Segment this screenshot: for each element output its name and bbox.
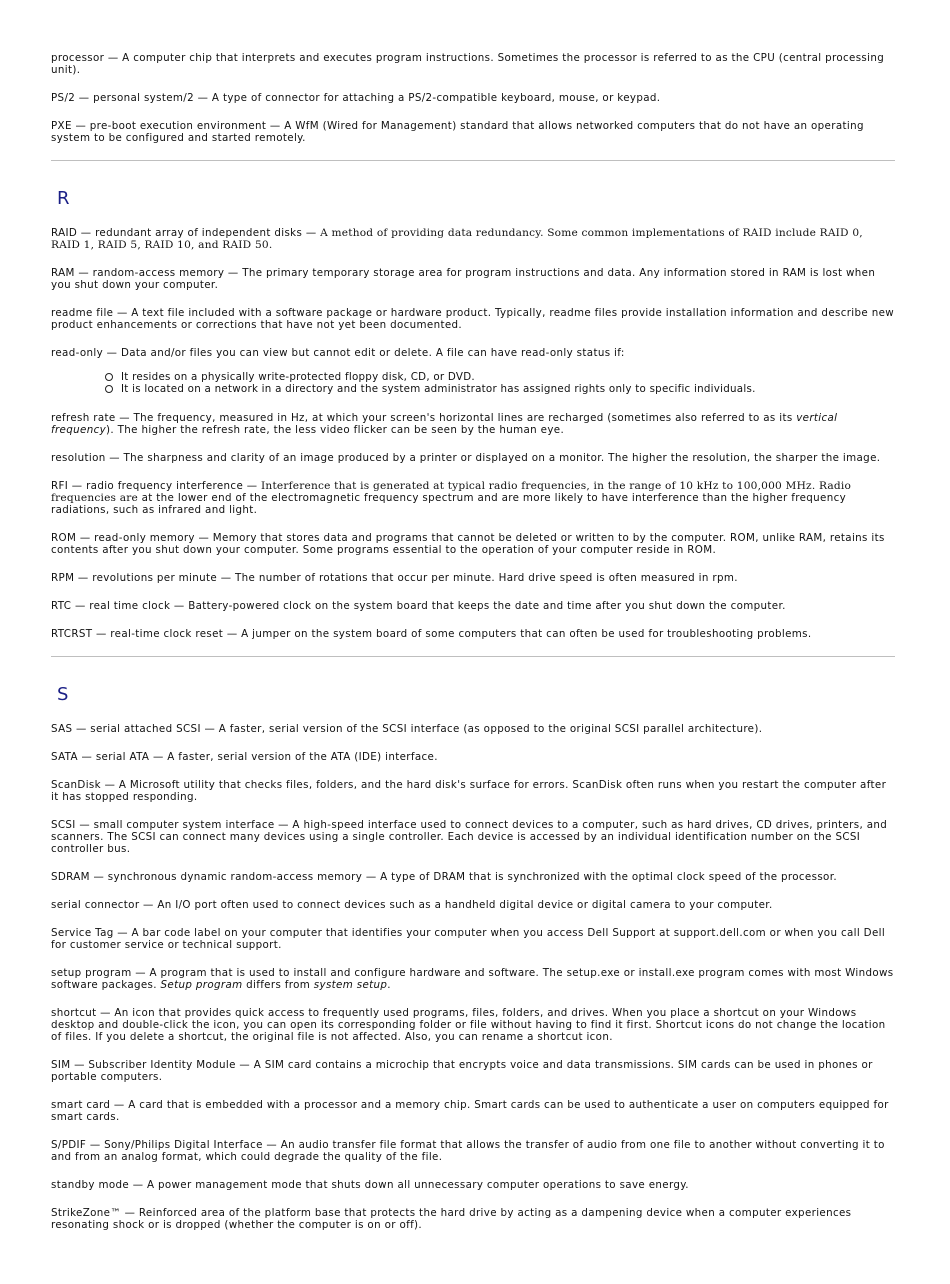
entry-definition: A jumper on the system board of some computers that can often be used for troubleshooting problems. <box>241 628 812 640</box>
entry-rtcrst <box>51 628 895 640</box>
entry-expansion: serial attached SCSI <box>90 723 201 735</box>
entry-definition: A method of providing data redundancy. Some common implementations of RAID include RAID 0, RAID 1, RAID 5, RAID 10, and RAID 50. <box>51 227 863 251</box>
separator: — <box>274 819 293 831</box>
separator: — <box>104 52 123 64</box>
entry-expansion: radio frequency interference <box>86 480 244 492</box>
separator: — <box>77 751 96 763</box>
entry-definition: A bar code label on your computer that identifies your computer when you access Dell Support at support.dell.com or when you call Dell for customer service or technical support. <box>51 927 886 951</box>
entry-definition: A computer chip that interprets and executes program instructions. Sometimes the processor is referred to as the CPU (central processing unit). <box>51 52 885 76</box>
entry-spdif <box>51 1139 895 1163</box>
separator: — <box>362 871 381 883</box>
entry-term: standby mode <box>51 1179 130 1191</box>
entry-rfi <box>51 480 895 516</box>
entry-definition: An I/O port often used to connect devices such as a handheld digital device or digital camera to your computer. <box>157 899 773 911</box>
separator: — <box>89 871 108 883</box>
circle-bullet-icon <box>105 385 113 393</box>
entry-expansion: synchronous dynamic random-access memory <box>107 871 363 883</box>
entry-definition: A Microsoft utility that checks files, folders, and the hard disk's surface for errors. ScanDisk often runs when you restart the computer after it has stopped responding. <box>51 779 887 803</box>
entry-term: RAID <box>51 227 78 239</box>
entry-sata <box>51 751 895 763</box>
entry-term: processor <box>51 52 105 64</box>
entry-serial-connector <box>51 899 895 911</box>
entry-expansion: serial ATA <box>95 751 150 763</box>
entry-definition: A WfM (Wired for Management) standard that allows networked computers that do not have an operating system to be configured and started remotely. <box>51 120 864 144</box>
entry-definition: A program that is used to install and configure hardware and software. The setup.exe or install.exe program comes with most Windows software packages. <box>51 967 894 991</box>
entry-term: RPM <box>51 572 75 584</box>
section-divider <box>51 160 895 161</box>
entry-definition: A faster, serial version of the SCSI interface (as opposed to the original SCSI parallel architecture). <box>218 723 763 735</box>
list-item <box>105 371 895 383</box>
entry-strikezone <box>51 1207 895 1231</box>
separator: — <box>223 628 242 640</box>
separator: — <box>103 347 121 359</box>
entry-definition: An audio transfer file format that allows the transfer of audio from one file to another without converting it to and from an analog format, which could degrade the quality of the file. <box>51 1139 885 1163</box>
separator: — <box>129 1179 147 1191</box>
separator: — <box>262 1139 281 1151</box>
entry-expansion: pre-boot execution environment <box>89 120 267 132</box>
entry-definition-end: at the lower end of the electromagnetic frequency spectrum and are more likely to have interference than the higher frequency radiations, such as infrared and light. <box>51 492 847 516</box>
separator: — <box>200 723 219 735</box>
entry-term: PS/2 <box>51 92 76 104</box>
separator: — <box>131 967 150 979</box>
section-heading-r: R <box>57 188 70 209</box>
entry-definition-emphasis: Setup program <box>160 979 243 991</box>
entry-term: SDRAM <box>51 871 90 883</box>
separator: — <box>76 532 95 544</box>
entry-expansion: Subscriber Identity Module <box>88 1059 236 1071</box>
entry-definition: A card that is embedded with a processor and a memory chip. Smart cards can be used to authenticate a user on computers equipped for smart cards. <box>51 1099 889 1123</box>
circle-bullet-icon <box>105 373 113 381</box>
entry-service-tag <box>51 927 895 951</box>
read-only-conditions-list <box>51 371 895 395</box>
entry-definition: A text file included with a software package or hardware product. Typically, readme files provide installation information and describe new product enhancements or corrections that have not yet been documented. <box>51 307 895 331</box>
separator: — <box>120 1207 139 1219</box>
entry-term: RTC <box>51 600 72 612</box>
entry-term: S/PDIF <box>51 1139 87 1151</box>
separator: — <box>266 120 285 132</box>
separator: — <box>100 779 119 791</box>
separator: — <box>194 92 212 104</box>
entry-definition: Interference that is generated at typical radio frequencies, in the range of 10 kHz to 100,000 MHz. Radio frequencies are <box>51 480 852 504</box>
entry-definition: A type of DRAM that is synchronized with the optimal clock speed of the processor. <box>380 871 837 883</box>
separator: — <box>74 572 93 584</box>
entry-read-only <box>51 347 895 359</box>
separator: — <box>113 307 132 319</box>
list-item-text: It resides on a physically write-protected floppy disk, CD, or DVD. <box>121 371 475 383</box>
entry-definition: The primary temporary storage area for program instructions and data. Any information stored in RAM is lost when you shut down your computer. <box>51 267 876 291</box>
separator: — <box>75 819 94 831</box>
entry-ps2 <box>51 92 895 104</box>
entry-smart-card <box>51 1099 895 1123</box>
separator: — <box>149 751 168 763</box>
entry-refresh-rate <box>51 412 895 436</box>
entry-pxe <box>51 120 895 144</box>
entry-term: RAM <box>51 267 75 279</box>
entry-term: PXE <box>51 120 72 132</box>
entry-rom <box>51 532 895 556</box>
entry-sdram <box>51 871 895 883</box>
entry-definition-end: ). The higher the refresh rate, the less video flicker can be seen by the human eye. <box>106 424 565 436</box>
entry-setup-program <box>51 967 895 991</box>
entry-term: setup program <box>51 967 132 979</box>
entry-expansion: redundant array of independent disks <box>95 227 303 239</box>
entry-term: Service Tag <box>51 927 114 939</box>
entry-expansion: Sony/Philips Digital Interface <box>104 1139 263 1151</box>
entry-definition: A SIM card contains a microchip that encrypts voice and data transmissions. SIM cards can be used in phones or portable computers. <box>51 1059 873 1083</box>
entry-expansion: revolutions per minute <box>92 572 218 584</box>
entry-expansion: personal system/2 <box>93 92 195 104</box>
entry-sas <box>51 723 895 735</box>
separator: — <box>302 227 321 239</box>
entry-scsi <box>51 819 895 855</box>
separator: — <box>72 723 91 735</box>
entry-resolution <box>51 452 895 464</box>
entry-definition: The number of rotations that occur per minute. Hard drive speed is often measured in rpm. <box>235 572 738 584</box>
entry-processor <box>51 52 895 76</box>
entry-definition: A power management mode that shuts down all unnecessary computer operations to save energy. <box>146 1179 689 1191</box>
entry-definition-middle: differs from <box>242 979 314 991</box>
entry-definition: Battery-powered clock on the system board that keeps the date and time after you shut down the computer. <box>188 600 786 612</box>
entry-term: shortcut <box>51 1007 97 1019</box>
entry-definition: Data and/or files you can view but cannot edit or delete. A file can have read-only status if: <box>120 347 625 359</box>
section-divider <box>51 656 895 657</box>
entry-rtc <box>51 600 895 612</box>
entry-definition: Reinforced area of the platform base that protects the hard drive by acting as a dampening device when a computer experiences resonating shock or is dropped (whether the computer is on or off). <box>51 1207 852 1231</box>
list-item-text: It is located on a network in a directory and the system administrator has assigned rights only to specific individuals. <box>121 383 756 395</box>
entry-term: smart card <box>51 1099 111 1111</box>
entry-rpm <box>51 572 895 584</box>
entry-term: ScanDisk <box>51 779 101 791</box>
entry-definition: An icon that provides quick access to frequently used programs, files, folders, and drives. When you place a shortcut on your Windows desktop and double-click the icon, you can open its corresponding folder or file without having to find it first. Shortcut icons do not change the location of files. If you delete a shortcut, the original file is not affected. Also, you can rename a shortcut icon. <box>51 1007 886 1043</box>
separator: — <box>74 267 93 279</box>
separator: — <box>71 120 90 132</box>
separator: — <box>77 227 96 239</box>
entry-expansion: read-only memory <box>94 532 195 544</box>
separator: — <box>68 480 87 492</box>
separator: — <box>139 899 158 911</box>
entry-term: refresh rate <box>51 412 116 424</box>
entry-readme-file <box>51 307 895 331</box>
entry-term: SATA <box>51 751 78 763</box>
separator: — <box>96 1007 115 1019</box>
entry-term: RTCRST <box>51 628 93 640</box>
entry-standby-mode <box>51 1179 895 1191</box>
entry-definition-end: . <box>387 979 391 991</box>
entry-term: SCSI <box>51 819 76 831</box>
separator: — <box>110 1099 129 1111</box>
entry-definition-emphasis: vertical frequency <box>51 412 838 436</box>
list-item <box>105 383 895 395</box>
entry-expansion: real-time clock reset <box>110 628 224 640</box>
separator: — <box>217 572 236 584</box>
separator: — <box>86 1139 105 1151</box>
entry-term: read-only <box>51 347 104 359</box>
separator: — <box>235 1059 254 1071</box>
entry-shortcut <box>51 1007 895 1043</box>
separator: — <box>71 600 90 612</box>
entry-term: readme file <box>51 307 114 319</box>
separator: — <box>105 452 124 464</box>
entry-term: resolution <box>51 452 106 464</box>
separator: — <box>194 532 213 544</box>
entry-definition-emphasis: system setup <box>313 979 388 991</box>
entry-definition: The sharpness and clarity of an image produced by a printer or displayed on a monitor. The higher the resolution, the sharper the image. <box>123 452 881 464</box>
separator: — <box>92 628 111 640</box>
section-heading-s: S <box>57 684 69 705</box>
entry-sim <box>51 1059 895 1083</box>
entry-expansion: small computer system interface <box>93 819 275 831</box>
entry-definition: Memory that stores data and programs that cannot be deleted or written to by the computer. ROM, unlike RAM, retains its contents after you shut down your computer. Some programs essential to the operation of your computer reside in ROM. <box>51 532 885 556</box>
separator: — <box>70 1059 89 1071</box>
entry-definition: A high-speed interface used to connect devices to a computer, such as hard drives, CD drives, printers, and scanners. The SCSI can connect many devices using a single controller. Each device is accessed by an individual identification number on the SCSI controller bus. <box>51 819 888 855</box>
entry-definition: A faster, serial version of the ATA (IDE) interface. <box>167 751 438 763</box>
entry-term: ROM <box>51 532 77 544</box>
entry-expansion: random-access memory <box>92 267 225 279</box>
entry-definition: A type of connector for attaching a PS/2-compatible keyboard, mouse, or keypad. <box>211 92 661 104</box>
separator: — <box>243 480 262 492</box>
entry-expansion: real time clock <box>89 600 171 612</box>
separator: — <box>224 267 243 279</box>
entry-raid <box>51 227 895 251</box>
entry-definition: The frequency, measured in Hz, at which your screen's horizontal lines are recharged (sometimes also referred to as its <box>133 412 797 424</box>
entry-term: SAS <box>51 723 73 735</box>
entry-scandisk <box>51 779 895 803</box>
separator: — <box>75 92 94 104</box>
separator: — <box>115 412 134 424</box>
separator: — <box>170 600 189 612</box>
entry-ram <box>51 267 895 291</box>
entry-term: StrikeZone™ <box>51 1207 121 1219</box>
entry-term: serial connector <box>51 899 140 911</box>
entry-term: SIM <box>51 1059 71 1071</box>
separator: — <box>113 927 132 939</box>
entry-term: RFI <box>51 480 69 492</box>
glossary-page <box>51 52 895 1247</box>
